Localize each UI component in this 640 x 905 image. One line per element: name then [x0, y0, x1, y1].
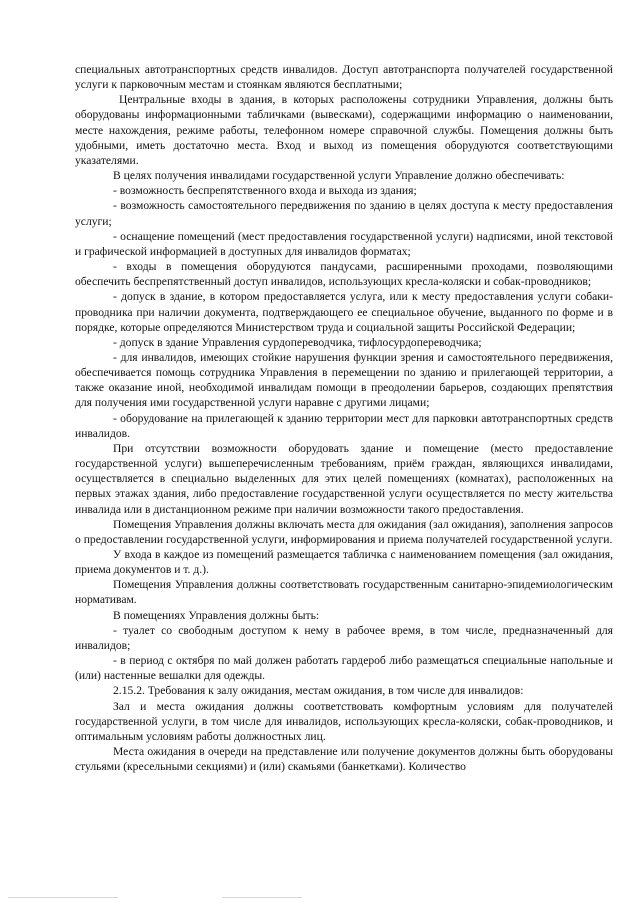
footer-scan-line-left [8, 897, 118, 898]
list-item-ramps: - входы в помещения оборудуются пандусами, расширенными проходами, позволяющими обеспечить беспрепятственный доступ инвалидов, использующих кресла-коляски и собак-проводников; [75, 260, 613, 289]
paragraph-waiting-areas: Помещения Управления должны включать места для ожидания (зал ожидания), заполнения запросов о предоставлении государственной услуги, информирования и приема получателей государственной услуги. [75, 517, 613, 546]
list-item-entry-exit: - возможность беспрепятственного входа и выхода из здания; [113, 184, 417, 198]
list-item-cloakroom: - в период с октября по май должен работать гардероб либо размещаться специальные напольные и (или) настенные вешалки для одежды. [75, 654, 613, 683]
paragraph-disabled-provision-intro: В целях получения инвалидами государственной услуги Управление должно обеспечивать: [113, 169, 565, 183]
paragraph-room-plaque: У входа в каждое из помещений размещается табличка с наименованием помещения (зал ожидания, приема документов и т. д.). [75, 548, 613, 577]
document-page [75, 62, 613, 774]
paragraph-sanitary-norms: Помещения Управления должны соответствовать государственным санитарно-эпидемиологическим нормативам. [75, 578, 613, 607]
paragraph-alternative-premises: При отсутствии возможности оборудовать здание и помещение (место предоставление государственной услуги) вышеперечисленным требованиям, приём граждан, являющихся инвалидами, осуществляется в специально выделенных для этих целей помещениях (комнатах), расположенных на первых этажах здания, либо предоставление государственной услуги осуществляется по месту жительства инвалида или в дистанционном режиме при наличии возможности такого предоставления. [75, 441, 613, 516]
paragraph-parking-access: специальных автотранспортных средств инвалидов. Доступ автотранспорта получателей государственной услуги к парковочным местам и стоянкам являются бесплатными; [75, 63, 613, 92]
paragraph-premises-requirements: В помещениях Управления должны быть: [113, 608, 320, 622]
paragraph-queue-seating: Места ожидания в очереди на представление или получение документов должны быть оборудованы стульями (кресельными секциями) и (или) скамьями (банкетками). Количество [75, 745, 613, 774]
list-item-sign-interpreter: - допуск в здание Управления сурдопереводчика, тифлосурдопереводчика; [113, 335, 482, 349]
list-item-staff-assistance: - для инвалидов, имеющих стойкие нарушения функции зрения и самостоятельного передвижения, обеспечивается помощь сотрудника Управления в перемещении по зданию и прилегающей территории, а также оказание иной, необходимой инвалидам помощи в преодолении барьеров, создающих препятствия для получения ими государственной услуги наравне с другими лицами; [75, 350, 613, 410]
list-item-independent-movement: - возможность самостоятельного передвижения по зданию в целях доступа к месту предоставления услуги; [75, 199, 613, 228]
paragraph-waiting-comfort: Зал и места ожидания должны соответствовать комфортным условиям для получателей государственной услуги, в том числе для инвалидов, использующих кресла-коляски, собак-проводников, и оптимальным условиям работы должностных лиц. [75, 699, 613, 743]
paragraph-entrance-signage: Центральные входы в здания, в которых расположены сотрудники Управления, должны быть оборудованы информационными табличками (вывесками), содержащими информацию о наименовании, месте нахождения, режиме работы, телефонном номере справочной службы. Помещения должны быть удобными, иметь достаточно места. Вход и выход из помещения оборудуются соответствующими указателями. [75, 93, 613, 167]
list-item-parking-spaces: - оборудование на прилегающей к зданию территории мест для парковки автотранспортных средств инвалидов. [75, 411, 613, 440]
section-heading-2-15-2: 2.15.2. Требования к залу ожидания, местам ожидания, в том числе для инвалидов: [113, 684, 524, 698]
list-item-guide-dog: - допуск в здание, в котором предоставляется услуга, или к месту предоставления услуги собаки-проводника при наличии документа, подтверждающего ее специальное обучение, выданного по форме и в порядке, которые определяются Министерством труда и социальной защиты Российской Федерации; [75, 290, 613, 334]
list-item-signage-formats: - оснащение помещений (мест предоставления государственной услуги) надписями, иной текстовой и графической информацией в доступных для инвалидов форматах; [75, 229, 613, 258]
list-item-toilet: - туалет со свободным доступом к нему в рабочее время, в том числе, предназначенный для инвалидов; [75, 623, 613, 652]
footer-scan-line-center [222, 897, 302, 898]
